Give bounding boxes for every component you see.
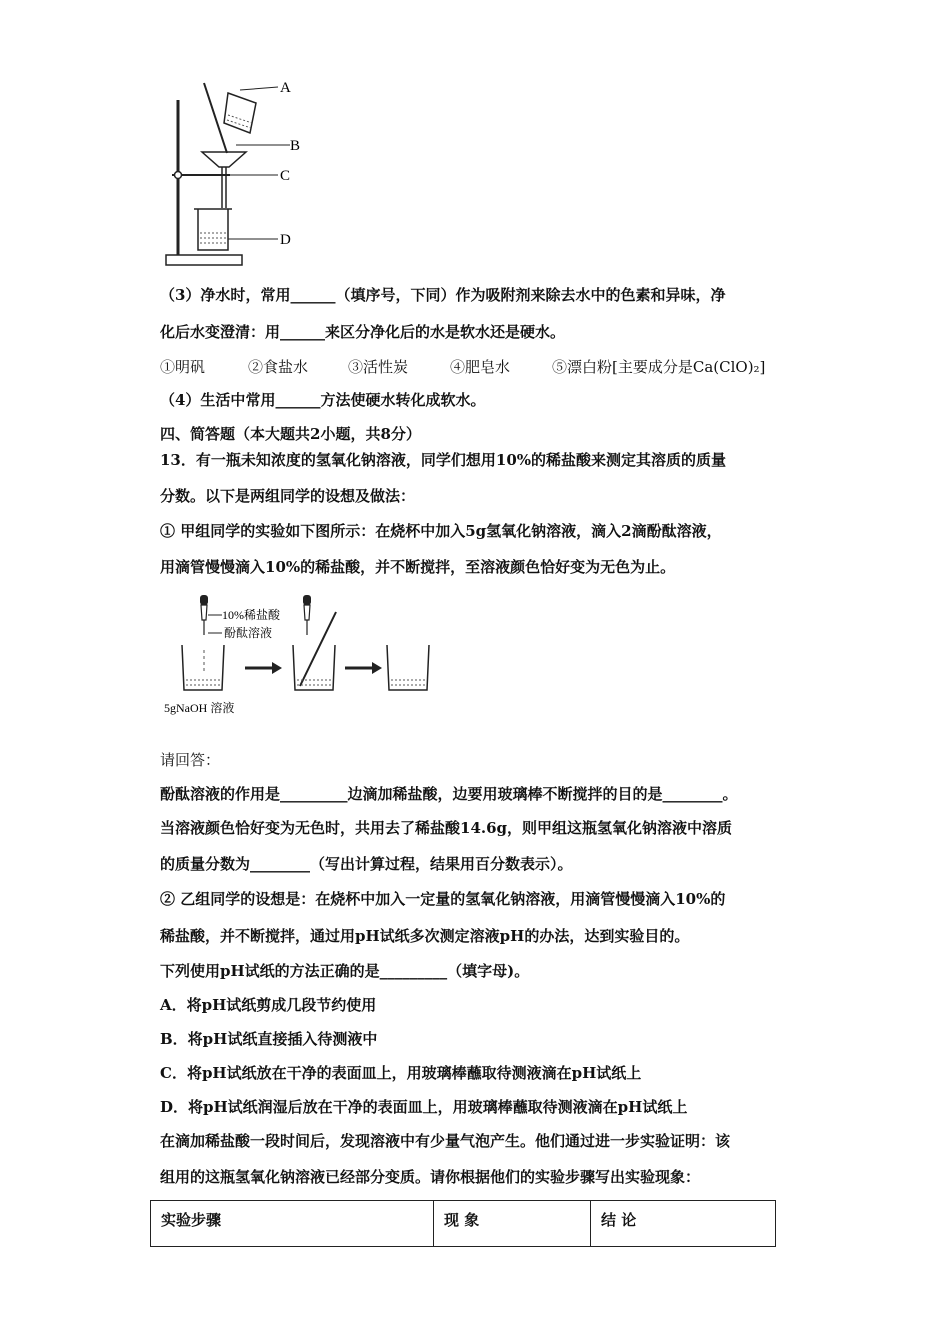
answer-line6: 下列使用pH试纸的方法正确的是_________（填字母)。 — [160, 962, 530, 980]
q3-line1: （3）净水时，常用______（填序号，下同）作为吸附剂来除去水中的色素和异味，净 — [160, 286, 726, 304]
q3-option-3: ③活性炭 — [348, 358, 409, 376]
table-header-row — [151, 1201, 776, 1247]
section-heading: 四、简答题（本大题共2小题，共8分） — [160, 425, 421, 443]
experiment-table — [150, 1200, 776, 1247]
label-d: D — [280, 232, 291, 248]
q3-option-5: ⑤漂白粉[主要成分是Ca(ClO)₂] — [552, 358, 766, 376]
answer-line4: ② 乙组同学的设想是：在烧杯中加入一定量的氢氧化钠溶液，用滴管慢慢滴入10%的 — [160, 890, 726, 908]
option-a: A．将pH试纸剪成几段节约使用 — [160, 996, 377, 1014]
q13-line4: 用滴管慢慢滴入10%的稀盐酸，并不断搅拌，至溶液颜色恰好变为无色为止。 — [160, 558, 676, 576]
q4-text: （4）生活中常用______方法使硬水转化成软水。 — [160, 391, 486, 409]
label-a: A — [280, 80, 291, 96]
answer-line5: 稀盐酸，并不断搅拌，通过用pH试纸多次测定溶液pH的办法，达到实验目的。 — [160, 927, 690, 945]
option-d: D．将pH试纸润湿后放在干净的表面皿上，用玻璃棒蘸取待测液滴在pH试纸上 — [160, 1098, 688, 1116]
label-naoh: 5gNaOH 溶液 — [164, 701, 235, 715]
q3-option-1: ①明矾 — [160, 358, 206, 376]
answer-prompt: 请回答： — [160, 751, 221, 769]
q3-line2: 化后水变澄清：用______来区分净化后的水是软水还是硬水。 — [160, 323, 566, 341]
answer-line7: 在滴加稀盐酸一段时间后，发现溶液中有少量气泡产生。他们通过进一步实验证明：该 — [160, 1132, 731, 1150]
answer-line1: 酚酞溶液的作用是_________边滴加稀盐酸，边要用玻璃棒不断搅拌的目的是________。 — [160, 785, 738, 803]
answer-line3: 的质量分数为________（写出计算过程，结果用百分数表示）。 — [160, 855, 573, 873]
label-b: B — [290, 138, 301, 154]
header-conclusion: 结 论 — [591, 1201, 776, 1247]
filtration-apparatus-figure — [160, 75, 310, 270]
q13-line1: 13．有一瓶未知浓度的氢氧化钠溶液，同学们想用10%的稀盐酸来测定其溶质的质量 — [160, 451, 727, 469]
q13-line3: ① 甲组同学的实验如下图所示：在烧杯中加入5g氢氧化钠溶液，滴入2滴酚酞溶液， — [160, 522, 722, 540]
header-steps: 实验步骤 — [151, 1201, 434, 1247]
q3-option-4: ④肥皂水 — [450, 358, 511, 376]
answer-line2: 当溶液颜色恰好变为无色时，共用去了稀盐酸14.6g，则甲组这瓶氢氧化钠溶液中溶质 — [160, 819, 733, 837]
label-phenolphthalein: 酚酞溶液 — [224, 626, 273, 640]
q13-line2: 分数。以下是两组同学的设想及做法： — [160, 487, 416, 505]
q3-options — [160, 357, 766, 377]
option-b: B．将pH试纸直接插入待测液中 — [160, 1030, 378, 1048]
titration-experiment-figure — [160, 590, 435, 720]
label-c: C — [280, 168, 291, 184]
q3-option-2: ②食盐水 — [248, 358, 309, 376]
option-c: C．将pH试纸放在干净的表面皿上，用玻璃棒蘸取待测液滴在pH试纸上 — [160, 1064, 642, 1082]
label-hcl: 10%稀盐酸 — [222, 608, 280, 622]
header-phenomenon: 现 象 — [434, 1201, 591, 1247]
answer-line8: 组用的这瓶氢氧化钠溶液已经部分变质。请你根据他们的实验步骤写出实验现象： — [160, 1168, 701, 1186]
